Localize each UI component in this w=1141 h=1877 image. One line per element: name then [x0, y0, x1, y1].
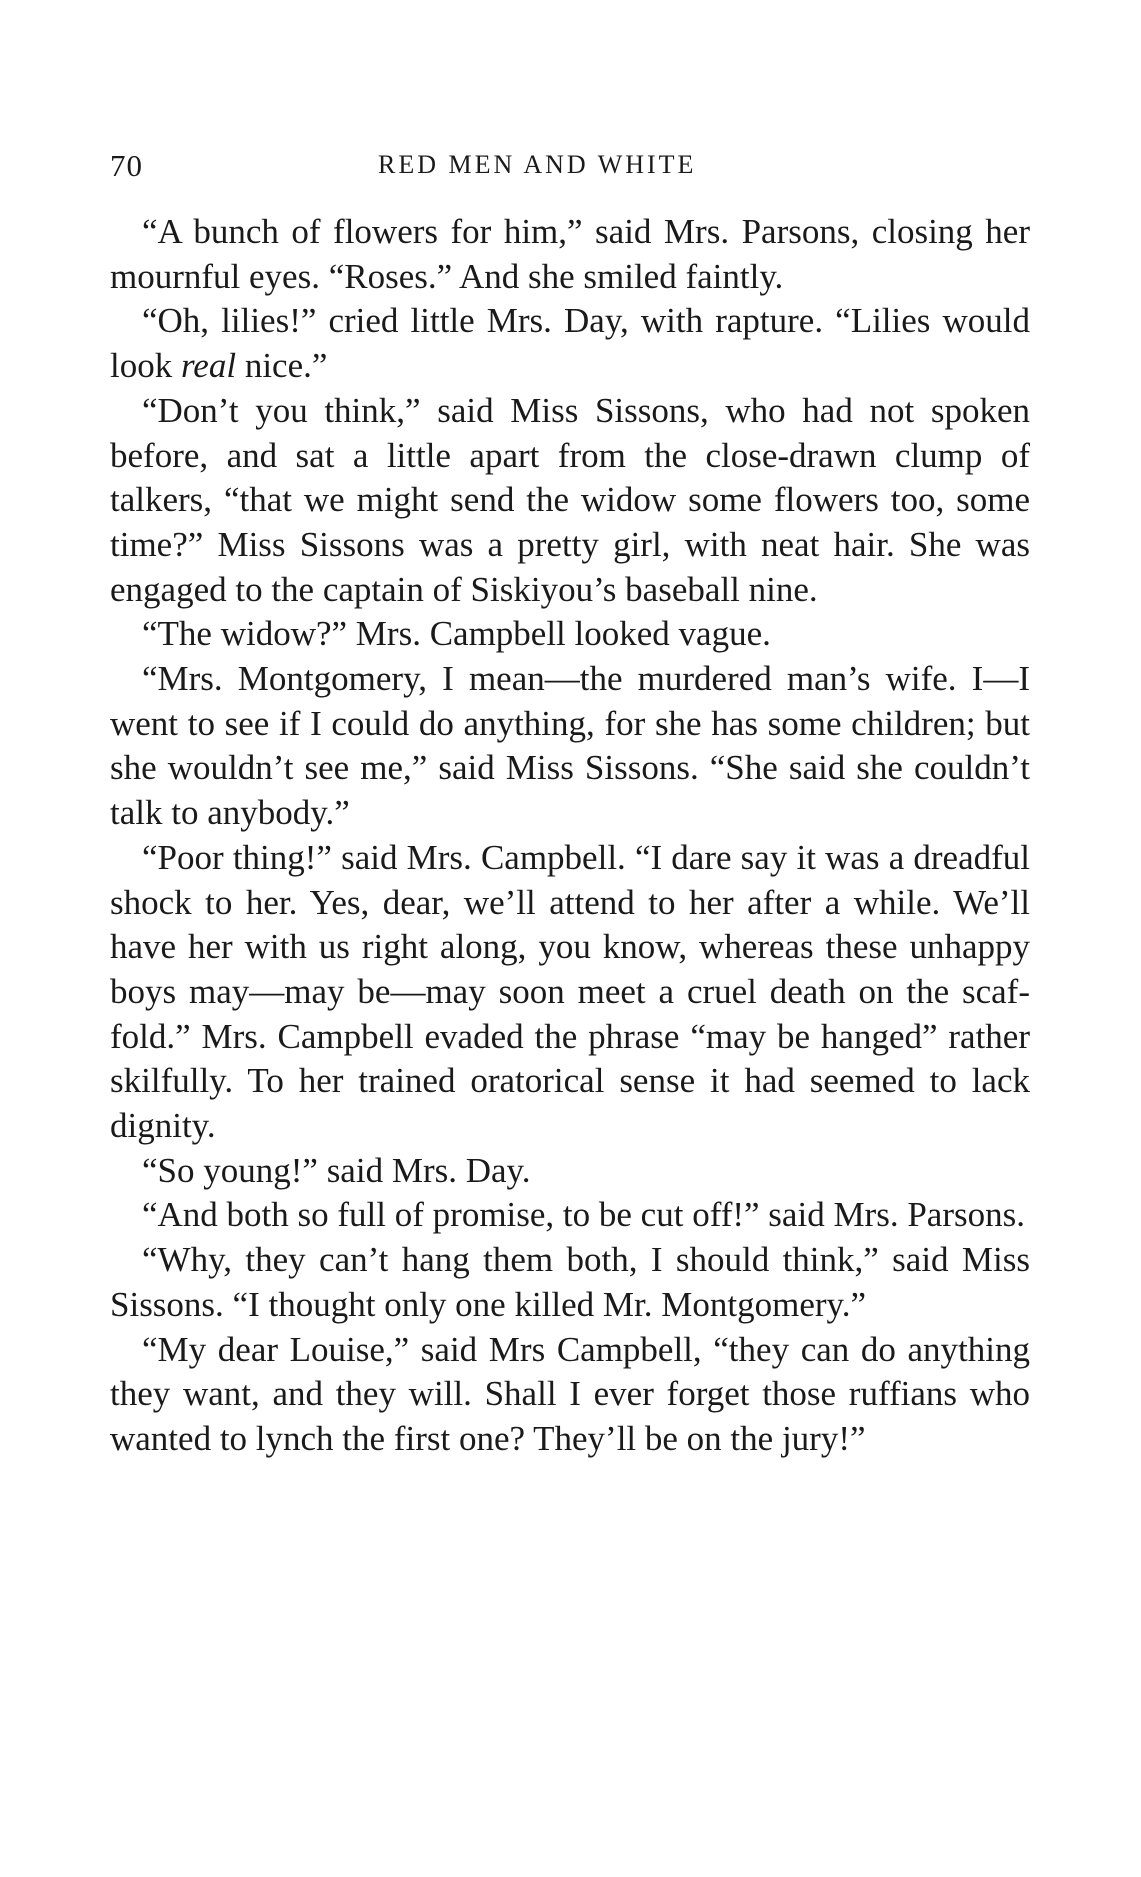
paragraph: “Poor thing!” said Mrs. Campbell. “I dare say it was a dreadful shock to her. Yes, dear, we’ll attend to her after a while. We’ll have her with us right along, you know, whereas these unhappy boys may—may be—may soon meet a cruel death on the scaffold.” Mrs. Campbell evaded the phrase “may be hanged” rather skilfully. To her trained oratorical sense it had seemed to lack dignity. — [110, 837, 1030, 1146]
body-text — [110, 210, 1030, 1462]
paragraph-text: nice.” — [236, 346, 328, 386]
italic-emphasis: real — [180, 346, 237, 386]
paragraph: “Don’t you think,” said Miss Sissons, who had not spoken before, and sat a little apart from the close-drawn clump of talkers, “that we might send the widow some flowers too, some time?” Miss Sissons was a pretty girl, with neat hair. She was engaged to the captain of Siskiyou’s baseball nine. — [110, 390, 1030, 609]
paragraph: “A bunch of flowers for him,” said Mrs. Parsons, closing her mournful eyes. “Roses.” And she smiled faintly. — [110, 212, 1030, 296]
page-number: 70 — [110, 148, 143, 183]
paragraph: “The widow?” Mrs. Campbell looked vague. — [142, 614, 771, 654]
running-head — [110, 148, 1030, 188]
paragraph: “Why, they can’t hang them both, I should think,” said Miss Sissons. “I thought only one killed Mr. Montgomery.” — [110, 1240, 1030, 1324]
paragraph — [110, 299, 1030, 388]
paragraph: “And both so full of promise, to be cut off!” said Mrs. Parsons. — [142, 1195, 1025, 1235]
book-page — [110, 148, 1030, 1462]
paragraph: “Mrs. Montgomery, I mean—the murdered man’s wife. I—I went to see if I could do anything, for she has some children; but she wouldn’t see me,” said Miss Sissons. “She said she couldn’t talk to anybody.” — [110, 659, 1030, 833]
paragraph: “My dear Louise,” said Mrs Campbell, “they can do anything they want, and they will. Shall I ever forget those ruffians who wanted to lynch the first one? They’ll be on the jury!” — [110, 1329, 1030, 1458]
paragraph: “So young!” said Mrs. Day. — [142, 1150, 531, 1190]
running-title: RED MEN AND WHITE — [378, 150, 697, 179]
paragraph-text: “Oh, lilies!” cried little Mrs. Day, with rapture. “Lilies would look — [110, 301, 1030, 386]
